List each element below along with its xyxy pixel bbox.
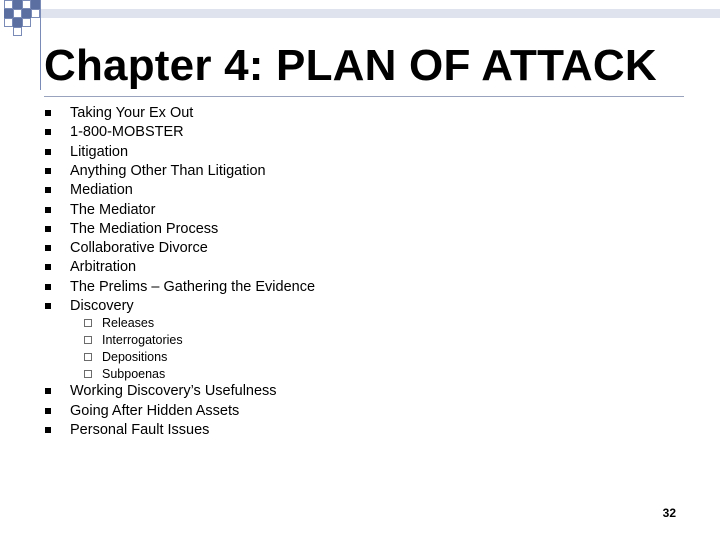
decor-square xyxy=(4,9,13,18)
list-item xyxy=(0,278,720,297)
filled-square-bullet-icon xyxy=(45,245,51,251)
filled-square-bullet-icon xyxy=(45,149,51,155)
sub-list-item-text: Releases xyxy=(102,316,155,330)
list-item-text: Arbitration xyxy=(70,259,137,275)
decor-square xyxy=(22,18,31,27)
hollow-square-bullet-icon xyxy=(84,353,92,361)
sub-list-item xyxy=(0,315,720,332)
decor-square xyxy=(13,27,22,36)
filled-square-bullet-icon xyxy=(45,168,51,174)
decor-square xyxy=(22,9,31,18)
hollow-square-bullet-icon xyxy=(84,336,92,344)
page-number: 32 xyxy=(662,506,676,520)
list-item-text: 1-800-MOBSTER xyxy=(70,124,184,140)
list-item xyxy=(0,382,720,401)
title-underline xyxy=(44,96,684,97)
list-item-text: Taking Your Ex Out xyxy=(70,105,194,121)
decor-square xyxy=(22,0,31,9)
list-item-text: Mediation xyxy=(70,182,133,198)
filled-square-bullet-icon xyxy=(45,303,51,309)
hollow-square-bullet-icon xyxy=(84,319,92,327)
list-item-text: The Mediation Process xyxy=(70,220,219,237)
decor-square xyxy=(4,18,13,27)
decor-square xyxy=(31,0,40,9)
sub-list-item xyxy=(0,349,720,366)
sub-list-item-text: Depositions xyxy=(102,350,168,364)
list-item-text: Litigation xyxy=(70,143,129,160)
decor-square xyxy=(13,9,22,18)
filled-square-bullet-icon xyxy=(45,264,51,270)
decor-square xyxy=(13,0,22,9)
filled-square-bullet-icon xyxy=(45,284,51,290)
decor-square xyxy=(4,0,13,9)
decor-square xyxy=(13,18,22,27)
list-item-text: Collaborative Divorce xyxy=(70,240,208,256)
list-item-text: The Mediator xyxy=(70,201,156,218)
list-item-text: Going After Hidden Assets xyxy=(70,402,240,419)
list-item-text: Anything Other Than Litigation xyxy=(70,163,266,179)
sub-list-item xyxy=(0,366,720,383)
decor-square xyxy=(31,9,40,18)
list-item-text: Personal Fault Issues xyxy=(70,422,210,438)
header-band xyxy=(40,9,720,18)
list-item xyxy=(0,239,720,258)
list-item xyxy=(0,162,720,181)
filled-square-bullet-icon xyxy=(45,427,51,433)
filled-square-bullet-icon xyxy=(45,207,51,213)
sub-list-item xyxy=(0,332,720,349)
sub-list-item-text: Interrogatories xyxy=(102,333,183,347)
list-item xyxy=(0,402,720,421)
filled-square-bullet-icon xyxy=(45,388,51,394)
list-item xyxy=(0,143,720,162)
sub-list-item-text: Subpoenas xyxy=(102,367,166,381)
list-item xyxy=(0,421,720,440)
filled-square-bullet-icon xyxy=(45,129,51,135)
list-item xyxy=(0,104,720,123)
list-item-text: Working Discovery’s Usefulness xyxy=(70,383,277,399)
filled-square-bullet-icon xyxy=(45,110,51,116)
list-item xyxy=(0,123,720,142)
filled-square-bullet-icon xyxy=(45,226,51,232)
decorative-grid xyxy=(0,0,720,40)
hollow-square-bullet-icon xyxy=(84,370,92,378)
slide-title: Chapter 4: PLAN OF ATTACK xyxy=(44,41,657,90)
list-item xyxy=(0,258,720,277)
vertical-rule xyxy=(40,0,41,90)
list-item xyxy=(0,201,720,220)
list-item-text: Discovery xyxy=(70,297,134,314)
filled-square-bullet-icon xyxy=(45,187,51,193)
list-item xyxy=(0,220,720,239)
list-item xyxy=(0,297,720,316)
list-item-text: The Prelims – Gathering the Evidence xyxy=(70,278,316,295)
list-item xyxy=(0,181,720,200)
filled-square-bullet-icon xyxy=(45,408,51,414)
